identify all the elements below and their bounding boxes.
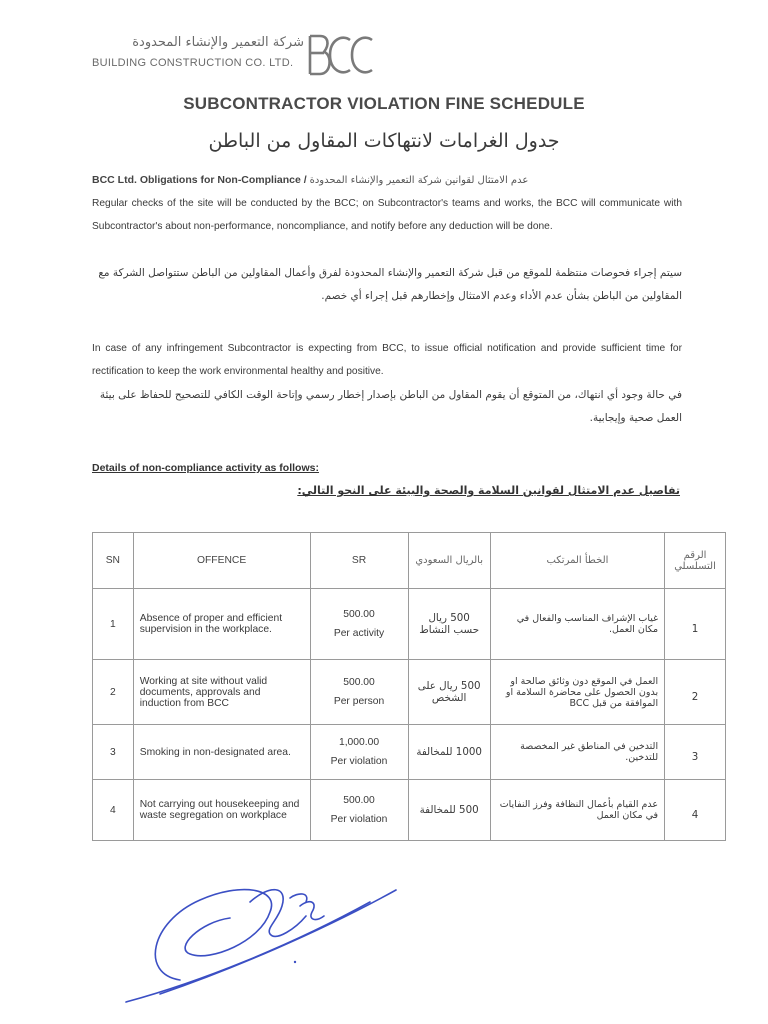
header-sr-arabic: بالريال السعودي: [408, 533, 490, 589]
row-fine-arabic: 1000 للمخالفة: [408, 725, 490, 780]
paragraph-1-english: Regular checks of the site will be conducted by the BCC; on Subcontractor's teams and works, the BCC will communicate with Subcontractor's about non-performance, noncompliance, and notify before any deduction will be done.: [92, 198, 682, 232]
row-fine-arabic: 500 للمخالفة: [408, 780, 490, 841]
header-sr: SR: [310, 533, 408, 589]
company-name-arabic: شركة التعمير والإنشاء المحدودة: [132, 35, 304, 50]
header-sn: SN: [93, 533, 134, 589]
row-fine-amount: 500.00: [343, 609, 375, 620]
row-sn-arabic: [665, 725, 726, 780]
details-heading-arabic: تفاصيل عدم الامتثال لقوانين السلامة والصحة والبيئة على النحو التالي:: [297, 484, 680, 497]
row-offence: Not carrying out housekeeping and waste segregation on workplace: [133, 780, 310, 841]
obligations-heading-english: BCC Ltd. Obligations for Non-Compliance /: [92, 174, 307, 186]
row-offence: Absence of proper and efficient supervision in the workplace.: [133, 589, 310, 660]
header-offence: OFFENCE: [133, 533, 310, 589]
row-fine: [310, 589, 408, 660]
row-sn: 3: [93, 725, 134, 780]
row-fine-unit: Per activity: [333, 628, 385, 639]
signature-icon: [120, 862, 410, 1012]
row-sn-arabic-value: 4: [691, 809, 699, 821]
document-title-arabic: جدول الغرامات لانتهاكات المقاول من الباطن: [208, 130, 560, 152]
table-row: [93, 589, 726, 660]
row-offence-arabic: العمل في الموقع دون وثائق صالحة او بدون الحصول على محاضرة السلامة او الموافقة من قبل BCC: [490, 660, 664, 725]
document-title: SUBCONTRACTOR VIOLATION FINE SCHEDULE: [183, 94, 585, 113]
table-row: [93, 660, 726, 725]
row-sn-arabic-value: 2: [691, 691, 699, 703]
row-sn-arabic: [665, 660, 726, 725]
row-fine: [310, 660, 408, 725]
row-fine-amount: 1,000.00: [338, 737, 380, 748]
row-sn: 1: [93, 589, 134, 660]
header-offence-arabic: الخطأ المرتكب: [490, 533, 664, 589]
row-offence: Smoking in non-designated area.: [133, 725, 310, 780]
row-offence-arabic: غياب الإشراف المناسب والفعال في مكان العمل.: [490, 589, 664, 660]
row-sn-arabic-value: 1: [691, 623, 699, 635]
row-sn-arabic: [665, 780, 726, 841]
row-fine-unit: Per violation: [330, 814, 388, 825]
table-row: [93, 780, 726, 841]
row-fine: [310, 725, 408, 780]
obligations-heading-arabic: عدم الامتثال لقوانين شركة التعمير والإنشاء المحدودة: [309, 175, 529, 186]
row-offence: Working at site without valid documents, approvals and induction from BCC: [133, 660, 310, 725]
paragraph-2-english: In case of any infringement Subcontractor is expecting from BCC, to issue official notification and provide sufficient time for rectification to keep the work environmental healthy and positive.: [92, 343, 682, 377]
row-fine-unit: Per person: [333, 696, 385, 707]
table-header-row: [93, 533, 726, 589]
row-fine-amount: 500.00: [343, 795, 375, 806]
table-row: [93, 725, 726, 780]
fine-schedule-table: [92, 532, 726, 841]
row-sn: 4: [93, 780, 134, 841]
row-fine-arabic: 500 ريال على الشخص: [408, 660, 490, 725]
row-fine-unit: Per violation: [330, 756, 388, 767]
paragraph-1-arabic: سيتم إجراء فحوصات منتظمة للموقع من قبل شركة التعمير والإنشاء المحدودة لفرق وأعمال المقاولين من الباطن ستتواصل الشركة مع المقاولين من الباطن بشأن عدم الأداء وعدم الامتثال وإخطارهم قبل إجراء أي خصم.: [98, 267, 682, 302]
paragraph-2-arabic: في حالة وجود أي انتهاك، من المتوقع أن يقوم المقاول من الباطن بإصدار إخطار رسمي وإتاحة الوقت الكافي للتصحيح للحفاظ على بيئة العمل صحية وإيجابية.: [99, 389, 682, 424]
row-sn-arabic: [665, 589, 726, 660]
row-offence-arabic: التدخين في المناطق غير المخصصة للتدخين.: [490, 725, 664, 780]
row-sn-arabic-value: 3: [691, 751, 699, 763]
row-offence-arabic: عدم القيام بأعمال النظافة وفرز النفايات في مكان العمل: [490, 780, 664, 841]
company-name-english: BUILDING CONSTRUCTION CO. LTD.: [92, 57, 294, 69]
row-sn: 2: [93, 660, 134, 725]
row-fine-amount: 500.00: [343, 677, 375, 688]
details-heading-english: Details of non-compliance activity as follows:: [92, 462, 319, 474]
header-sn-arabic: الرقم التسلسلي: [665, 533, 726, 589]
row-fine-arabic: 500 ريال حسب النشاط: [408, 589, 490, 660]
obligations-heading: [92, 174, 682, 186]
row-fine: [310, 780, 408, 841]
company-letterhead: [92, 30, 392, 80]
bcc-logo-icon: [306, 32, 376, 78]
